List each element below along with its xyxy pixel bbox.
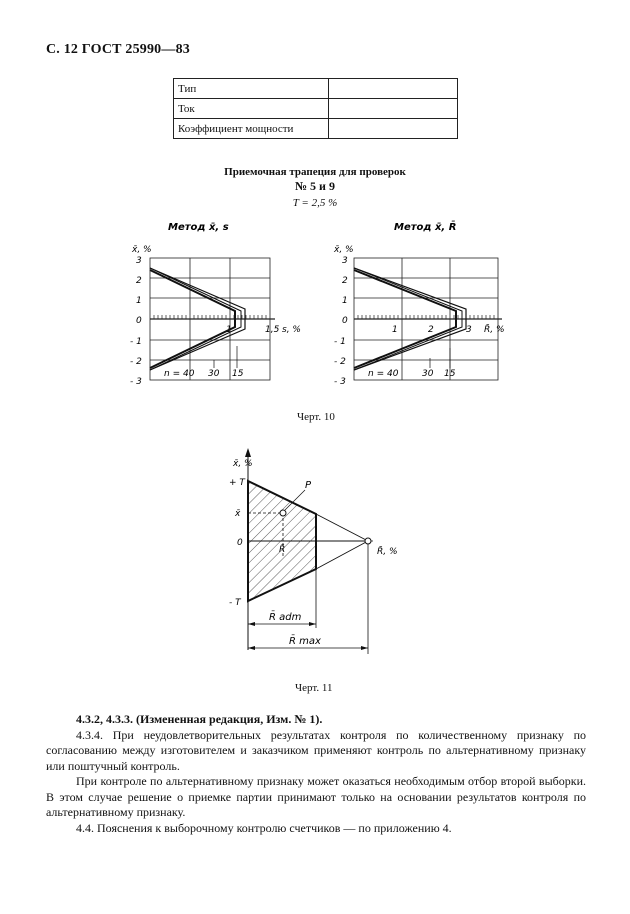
- paragraph: 4.3.4. При неудовлетворительных результатах контроля по количественному признаку по согласованию между изготовителем и заказчиком применяют контроль по альтернативному признаку или поштучный контроль.: [46, 727, 586, 773]
- table-cell-value: [329, 79, 458, 99]
- x-axis-label: R̄, %: [484, 325, 505, 335]
- paragraph: При контроле по альтернативному признаку может оказаться необходимым отбор второй выборки. В этом случае решение о приемке партии принимают только на основании результатов контроля по альтернативному признаку.: [46, 774, 586, 819]
- x-tick: 3: [466, 325, 472, 335]
- curve-label: 30: [208, 369, 220, 379]
- arrow-icon: [245, 448, 251, 457]
- arrow-icon: [361, 646, 368, 650]
- arrow-icon: [309, 622, 316, 626]
- x-bar-label: x̄: [235, 509, 241, 519]
- y-tick: 1: [136, 296, 142, 306]
- tolerance-label: T = 2,5 %: [292, 197, 338, 209]
- r-max-label: R̄ max: [289, 636, 321, 647]
- point-p-label: P: [305, 480, 312, 491]
- section-subtitle: № 5 и 9: [295, 179, 335, 193]
- y-tick: - 3: [130, 377, 142, 387]
- y-axis-label: x̄, %: [132, 245, 152, 255]
- y-tick: 2: [136, 276, 142, 286]
- boundary-line: [316, 514, 368, 541]
- curve-label: n = 40: [368, 369, 399, 379]
- y-tick: 3: [342, 256, 348, 266]
- curve-label: 15: [444, 369, 456, 379]
- minus-t-label: - T: [229, 598, 241, 608]
- x-tick: 1: [392, 325, 398, 335]
- x-axis-ticks: [358, 315, 494, 319]
- y-tick: - 1: [130, 337, 142, 347]
- method-label: Метод x̄, R̄: [394, 222, 457, 233]
- arrow-icon: [248, 622, 255, 626]
- arrow-icon: [248, 646, 255, 650]
- x-tick: 2: [428, 325, 434, 335]
- table-cell-value: [329, 119, 458, 139]
- table-cell-label: Тип: [174, 79, 329, 99]
- figure-caption-10: Черт. 10: [297, 411, 335, 423]
- figure-caption-11: Черт. 11: [295, 682, 333, 694]
- curve-label: 15: [232, 369, 244, 379]
- plus-t-label: + T: [229, 478, 245, 488]
- section-title: Приемочная трапеция для проверок: [224, 166, 406, 178]
- x-tick: 1: [226, 325, 232, 335]
- boundary-line: [316, 541, 368, 569]
- chart-method-xs: [110, 218, 301, 393]
- body-text: [46, 712, 586, 836]
- chart-method-xr: [330, 218, 520, 393]
- y-tick: 2: [342, 276, 348, 286]
- table-row: [174, 99, 458, 119]
- acceptance-trapezoid-diagram: [215, 448, 430, 666]
- table-cell-label: Коэффициент мощности: [174, 119, 329, 139]
- y-tick: 0: [342, 316, 348, 326]
- page-header: С. 12 ГОСТ 25990—83: [46, 42, 190, 57]
- y-tick: - 1: [334, 337, 346, 347]
- curve-label: n = 40: [164, 369, 195, 379]
- y-axis-label: x̄, %: [233, 459, 253, 469]
- table-row: [174, 119, 458, 139]
- paragraph: 4.3.2, 4.3.3. (Измененная редакция, Изм. № 1).: [76, 712, 323, 726]
- point-p: [280, 510, 286, 516]
- y-tick: - 2: [130, 357, 142, 367]
- y-tick: - 2: [334, 357, 346, 367]
- method-label: Метод x̄, s: [168, 222, 229, 233]
- rmax-point: [365, 538, 371, 544]
- y-tick: 3: [136, 256, 142, 266]
- y-tick: 1: [342, 296, 348, 306]
- x-axis-label: s, %: [282, 325, 301, 335]
- paragraph: 4.4. Пояснения к выборочному контролю счетчиков — по приложению 4.: [76, 820, 452, 835]
- y-tick: 0: [136, 316, 142, 326]
- y-tick: - 3: [334, 377, 346, 387]
- y-axis-label: x̄, %: [334, 245, 354, 255]
- x-tick: 1,5: [265, 325, 280, 335]
- table-cell-label: Ток: [174, 99, 329, 119]
- curve-label: 30: [422, 369, 434, 379]
- table-row: [174, 79, 458, 99]
- zero-label: 0: [237, 538, 243, 548]
- table-cell-value: [329, 99, 458, 119]
- x-axis-ticks: [154, 315, 266, 319]
- x-axis-label: R̄, %: [377, 547, 398, 557]
- parameters-table: [173, 78, 458, 139]
- r-adm-label: R̄ adm: [269, 612, 302, 623]
- r-label: R̄: [279, 545, 286, 555]
